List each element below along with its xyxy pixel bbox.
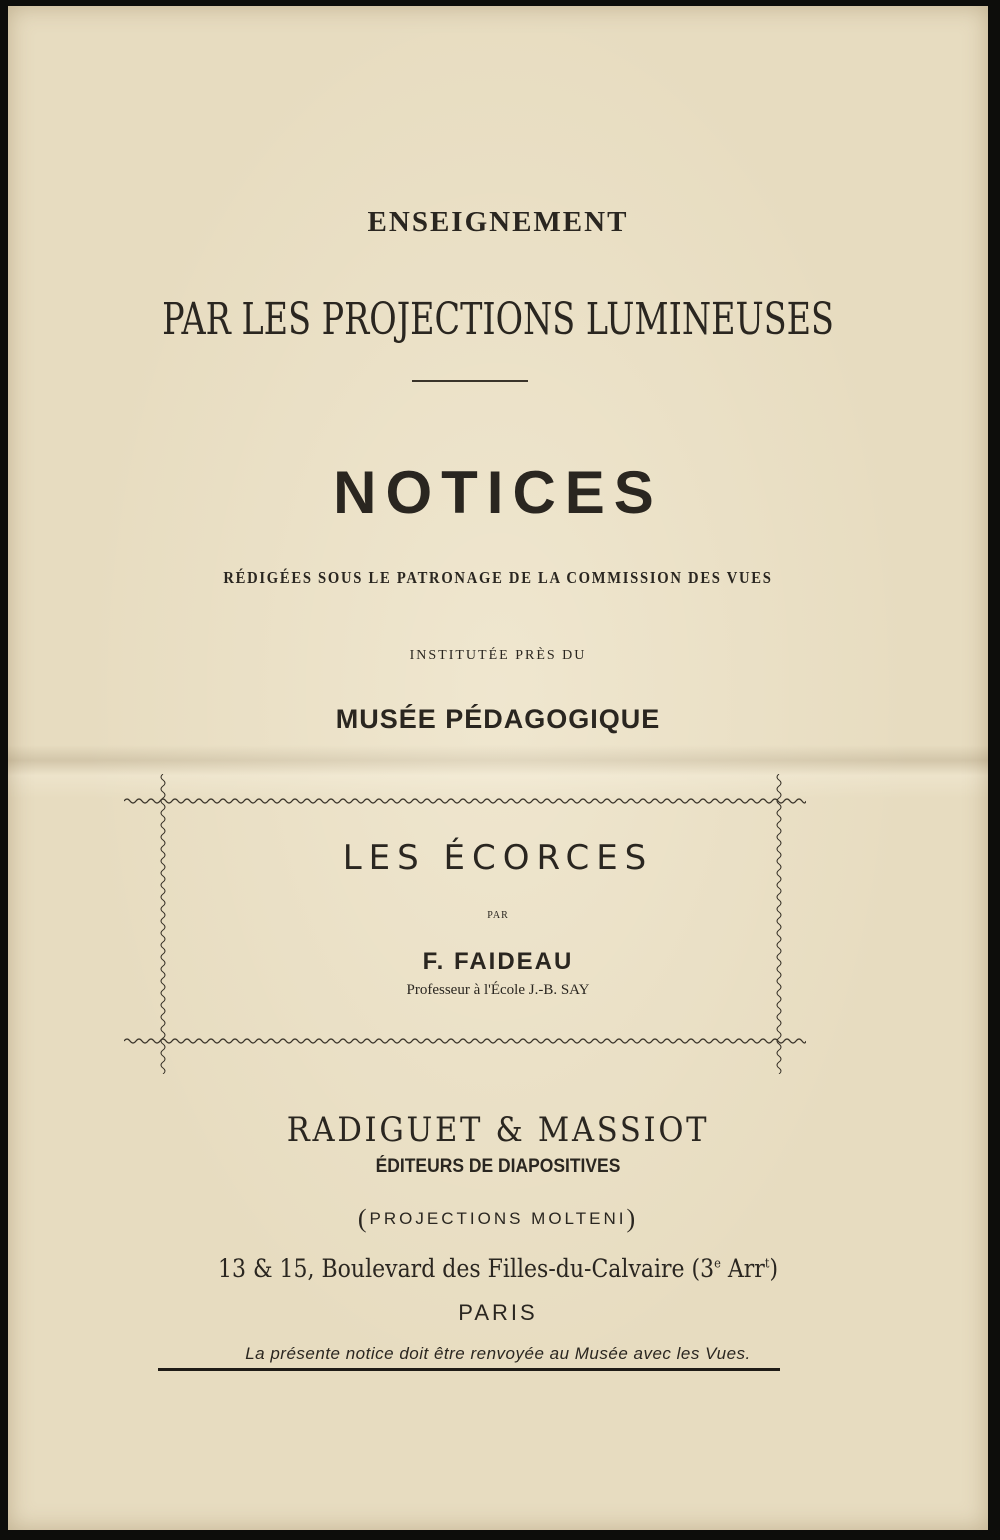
instituted-line: INSTITUTÉE PRÈS DU xyxy=(409,648,587,663)
author-name: F. FAIDEAU xyxy=(422,948,574,975)
title-frame xyxy=(124,796,806,1046)
publisher-brand: (PROJECTIONS MOLTENI) xyxy=(357,1204,639,1233)
address-sup-2: t xyxy=(764,1256,770,1272)
heading-top: ENSEIGNEMENT xyxy=(367,206,629,238)
document-subtitle: RÉDIGÉES SOUS LE PATRONAGE DE LA COMMISSION DES VUES xyxy=(223,568,773,587)
wavy-rule-top xyxy=(124,796,806,806)
publisher-address xyxy=(67,1254,929,1283)
work-title: LES ÉCORCES xyxy=(342,838,654,878)
divider-rule xyxy=(412,380,528,382)
wavy-rule-bottom xyxy=(124,1036,806,1046)
by-label: PAR xyxy=(487,910,509,921)
return-notice: La présente notice doit être renvoyée au Musée avec les Vues. xyxy=(245,1344,751,1363)
publisher-name: RADIGUET & MASSIOT xyxy=(286,1110,710,1150)
document-page xyxy=(8,6,988,1530)
author-role: Professeur à l'École J.-B. SAY xyxy=(406,982,590,998)
wavy-rule-right xyxy=(774,774,784,1074)
publisher-city: PARIS xyxy=(458,1300,538,1325)
bottom-rule xyxy=(158,1368,780,1371)
publisher-role: ÉDITEURS DE DIAPOSITIVES xyxy=(375,1156,621,1177)
address-end: ) xyxy=(769,1254,779,1283)
museum-name: MUSÉE PÉDAGOGIQUE xyxy=(335,704,661,734)
address-main: 13 & 15, Boulevard des Filles-du-Calvaire (3 xyxy=(217,1254,715,1283)
address-sup-1: e xyxy=(714,1256,721,1272)
document-title: NOTICES xyxy=(333,459,663,526)
address-mid: Arr xyxy=(720,1254,765,1283)
brand-text: PROJECTIONS MOLTENI xyxy=(369,1209,627,1228)
wavy-rule-left xyxy=(158,774,168,1074)
heading-main: PAR LES PROJECTIONS LUMINEUSES xyxy=(162,294,834,345)
